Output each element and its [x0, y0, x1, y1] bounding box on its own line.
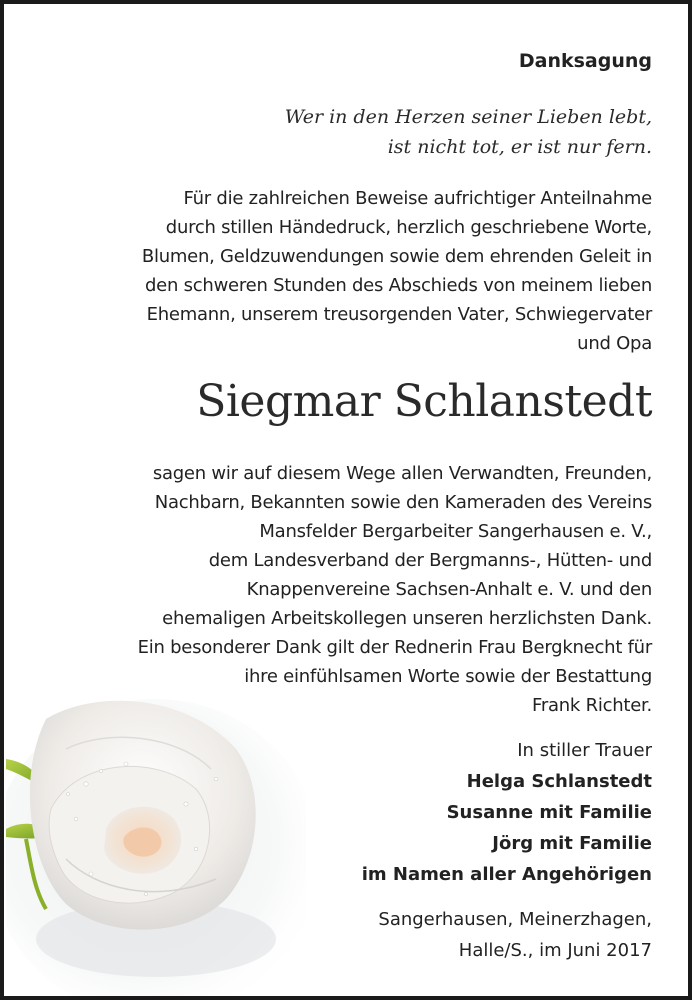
text-line: Blumen, Geldzuwendungen sowie dem ehrenden Geleit in: [141, 246, 652, 267]
quote-line: ist nicht tot, er ist nur fern.: [387, 136, 652, 158]
thanks-paragraph: [138, 459, 652, 720]
text-line: Mansfelder Bergarbeiter Sangerhausen e. V.,: [259, 521, 652, 542]
text-line: den schweren Stunden des Abschieds von meinem lieben: [145, 275, 652, 296]
intro-paragraph: [142, 184, 652, 358]
text-line: und Opa: [577, 333, 652, 354]
mourners-block: [362, 735, 652, 890]
quote-line: Wer in den Herzen seiner Lieben lebt,: [284, 106, 652, 128]
mourner-name: Jörg mit Familie: [492, 833, 652, 854]
deceased-name: Siegmar Schlanstedt: [196, 376, 652, 427]
text-line: ihre einfühlsamen Worte sowie der Bestattung: [244, 666, 652, 687]
notice-heading: Danksagung: [518, 50, 652, 72]
mourner-name: Susanne mit Familie: [446, 802, 652, 823]
text-line: ehemaligen Arbeitskollegen unseren herzlichsten Dank.: [162, 608, 652, 629]
mourner-name: im Namen aller Angehörigen: [361, 864, 652, 885]
text-line: Ehemann, unserem treusorgenden Vater, Schwiegervater: [146, 304, 652, 325]
text-line: sagen wir auf diesem Wege allen Verwandten, Freunden,: [152, 463, 652, 484]
mourning-intro: In stiller Trauer: [517, 740, 652, 761]
text-line: Knappenvereine Sachsen-Anhalt e. V. und den: [246, 579, 652, 600]
text-line: Nachbarn, Bekannten sowie den Kameraden des Vereins: [154, 492, 652, 513]
place-line: Sangerhausen, Meinerzhagen,: [378, 909, 652, 930]
place-date: [378, 904, 652, 966]
white-rose-image: [6, 689, 306, 1000]
text-line: dem Landesverband der Bergmanns-, Hütten- und: [208, 550, 652, 571]
mourner-name: Helga Schlanstedt: [466, 771, 652, 792]
text-line: Ein besonderer Dank gilt der Rednerin Frau Bergknecht für: [137, 637, 652, 658]
text-line: Für die zahlreichen Beweise aufrichtiger Anteilnahme: [183, 188, 652, 209]
date-line: Halle/S., im Juni 2017: [458, 940, 652, 961]
text-line: Frank Richter.: [532, 695, 652, 716]
memorial-quote: [285, 102, 652, 162]
text-line: durch stillen Händedruck, herzlich geschriebene Worte,: [165, 217, 652, 238]
